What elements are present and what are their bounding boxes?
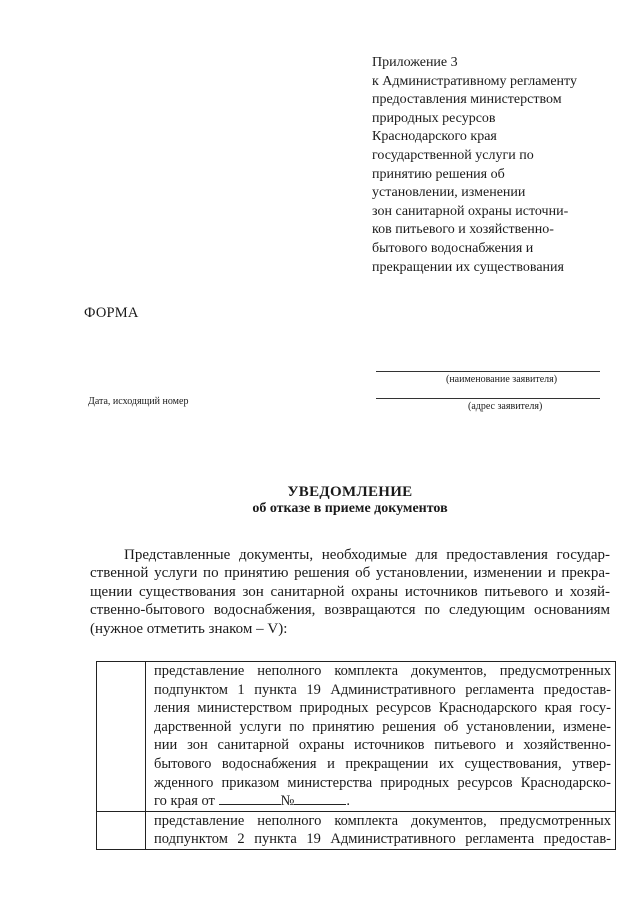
form-label: ФОРМА	[84, 305, 139, 321]
reason-line: представление неполного комплекта документов, предусмотренных	[154, 812, 611, 829]
intro-line: ственной услуги по принятию решения об установлении, изменении и прекра-	[90, 565, 610, 582]
appendix-line: зон санитарной охраны источни-	[372, 203, 569, 219]
number-blank-field[interactable]	[294, 792, 346, 805]
reason-line: представление неполного комплекта документов, предусмотренных	[154, 663, 611, 679]
reason-line: ления министерством природных ресурсов Краснодарского края госу-	[154, 700, 611, 717]
appendix-line: принятию решения об	[372, 166, 505, 182]
applicant-address-caption: (адрес заявителя)	[468, 401, 543, 412]
applicant-name-caption: (наименование заявителя)	[446, 374, 558, 385]
date-prefix: го края от	[154, 793, 215, 810]
reason-checkbox-cell[interactable]	[97, 662, 146, 812]
reason-line: жденного приказом министерства природных ресурсов Краснодарско-	[154, 774, 611, 791]
intro-paragraph	[90, 546, 610, 638]
date-suffix: .	[346, 793, 350, 810]
appendix-line: к Административному регламенту	[372, 73, 577, 89]
appendix-line: прекращении их существования	[372, 259, 564, 275]
intro-line: (нужное отметить знаком – V):	[90, 620, 288, 637]
intro-line: щении существования зон санитарной охраны источников питьевого и хозяй-	[90, 583, 610, 600]
reason-row	[97, 811, 616, 849]
applicant-name-line	[376, 371, 600, 372]
reason-line-date	[154, 792, 611, 811]
intro-line: ственно-бытового водоснабжения, возвращаются по следующим основаниям	[90, 602, 610, 619]
appendix-line: бытового водоснабжения и	[372, 240, 534, 256]
reason-line: подпунктом 1 пункта 19 Административного регламента предостав-	[154, 681, 611, 698]
document-title: УВЕДОМЛЕНИЕ	[287, 484, 413, 500]
document-subtitle: об отказе в приеме документов	[252, 501, 448, 516]
appendix-line: государственной услуги по	[372, 147, 534, 163]
reason-line: нии зон санитарной охраны источников питьевого и хозяйственно-	[154, 737, 611, 754]
appendix-header	[372, 54, 612, 277]
appendix-line: Приложение 3	[372, 55, 458, 70]
date-blank-field[interactable]	[219, 792, 281, 805]
reason-text	[146, 811, 616, 849]
reason-checkbox-cell[interactable]	[97, 811, 146, 849]
reason-line: бытового водоснабжения и прекращении их существования, утвер-	[154, 755, 611, 772]
appendix-line: Краснодарского края	[372, 129, 497, 145]
reason-row	[97, 662, 616, 812]
reason-text	[146, 662, 616, 812]
number-sign: №	[280, 793, 295, 810]
reasons-table	[96, 661, 616, 850]
reason-line: дарственной услуги по принятию решения об установлении, измене-	[154, 718, 611, 735]
applicant-address-line	[376, 398, 600, 399]
appendix-line: предоставления министерством	[372, 92, 562, 108]
reason-line: подпунктом 2 пункта 19 Административного регламента предостав-	[154, 831, 611, 848]
appendix-line: ков питьевого и хозяйственно-	[372, 222, 554, 238]
appendix-line: установлении, изменении	[372, 185, 526, 201]
intro-line: Представленные документы, необходимые для предоставления государ-	[124, 547, 610, 563]
appendix-line: природных ресурсов	[372, 110, 496, 126]
date-outgoing-number-label: Дата, исходящий номер	[88, 396, 189, 407]
